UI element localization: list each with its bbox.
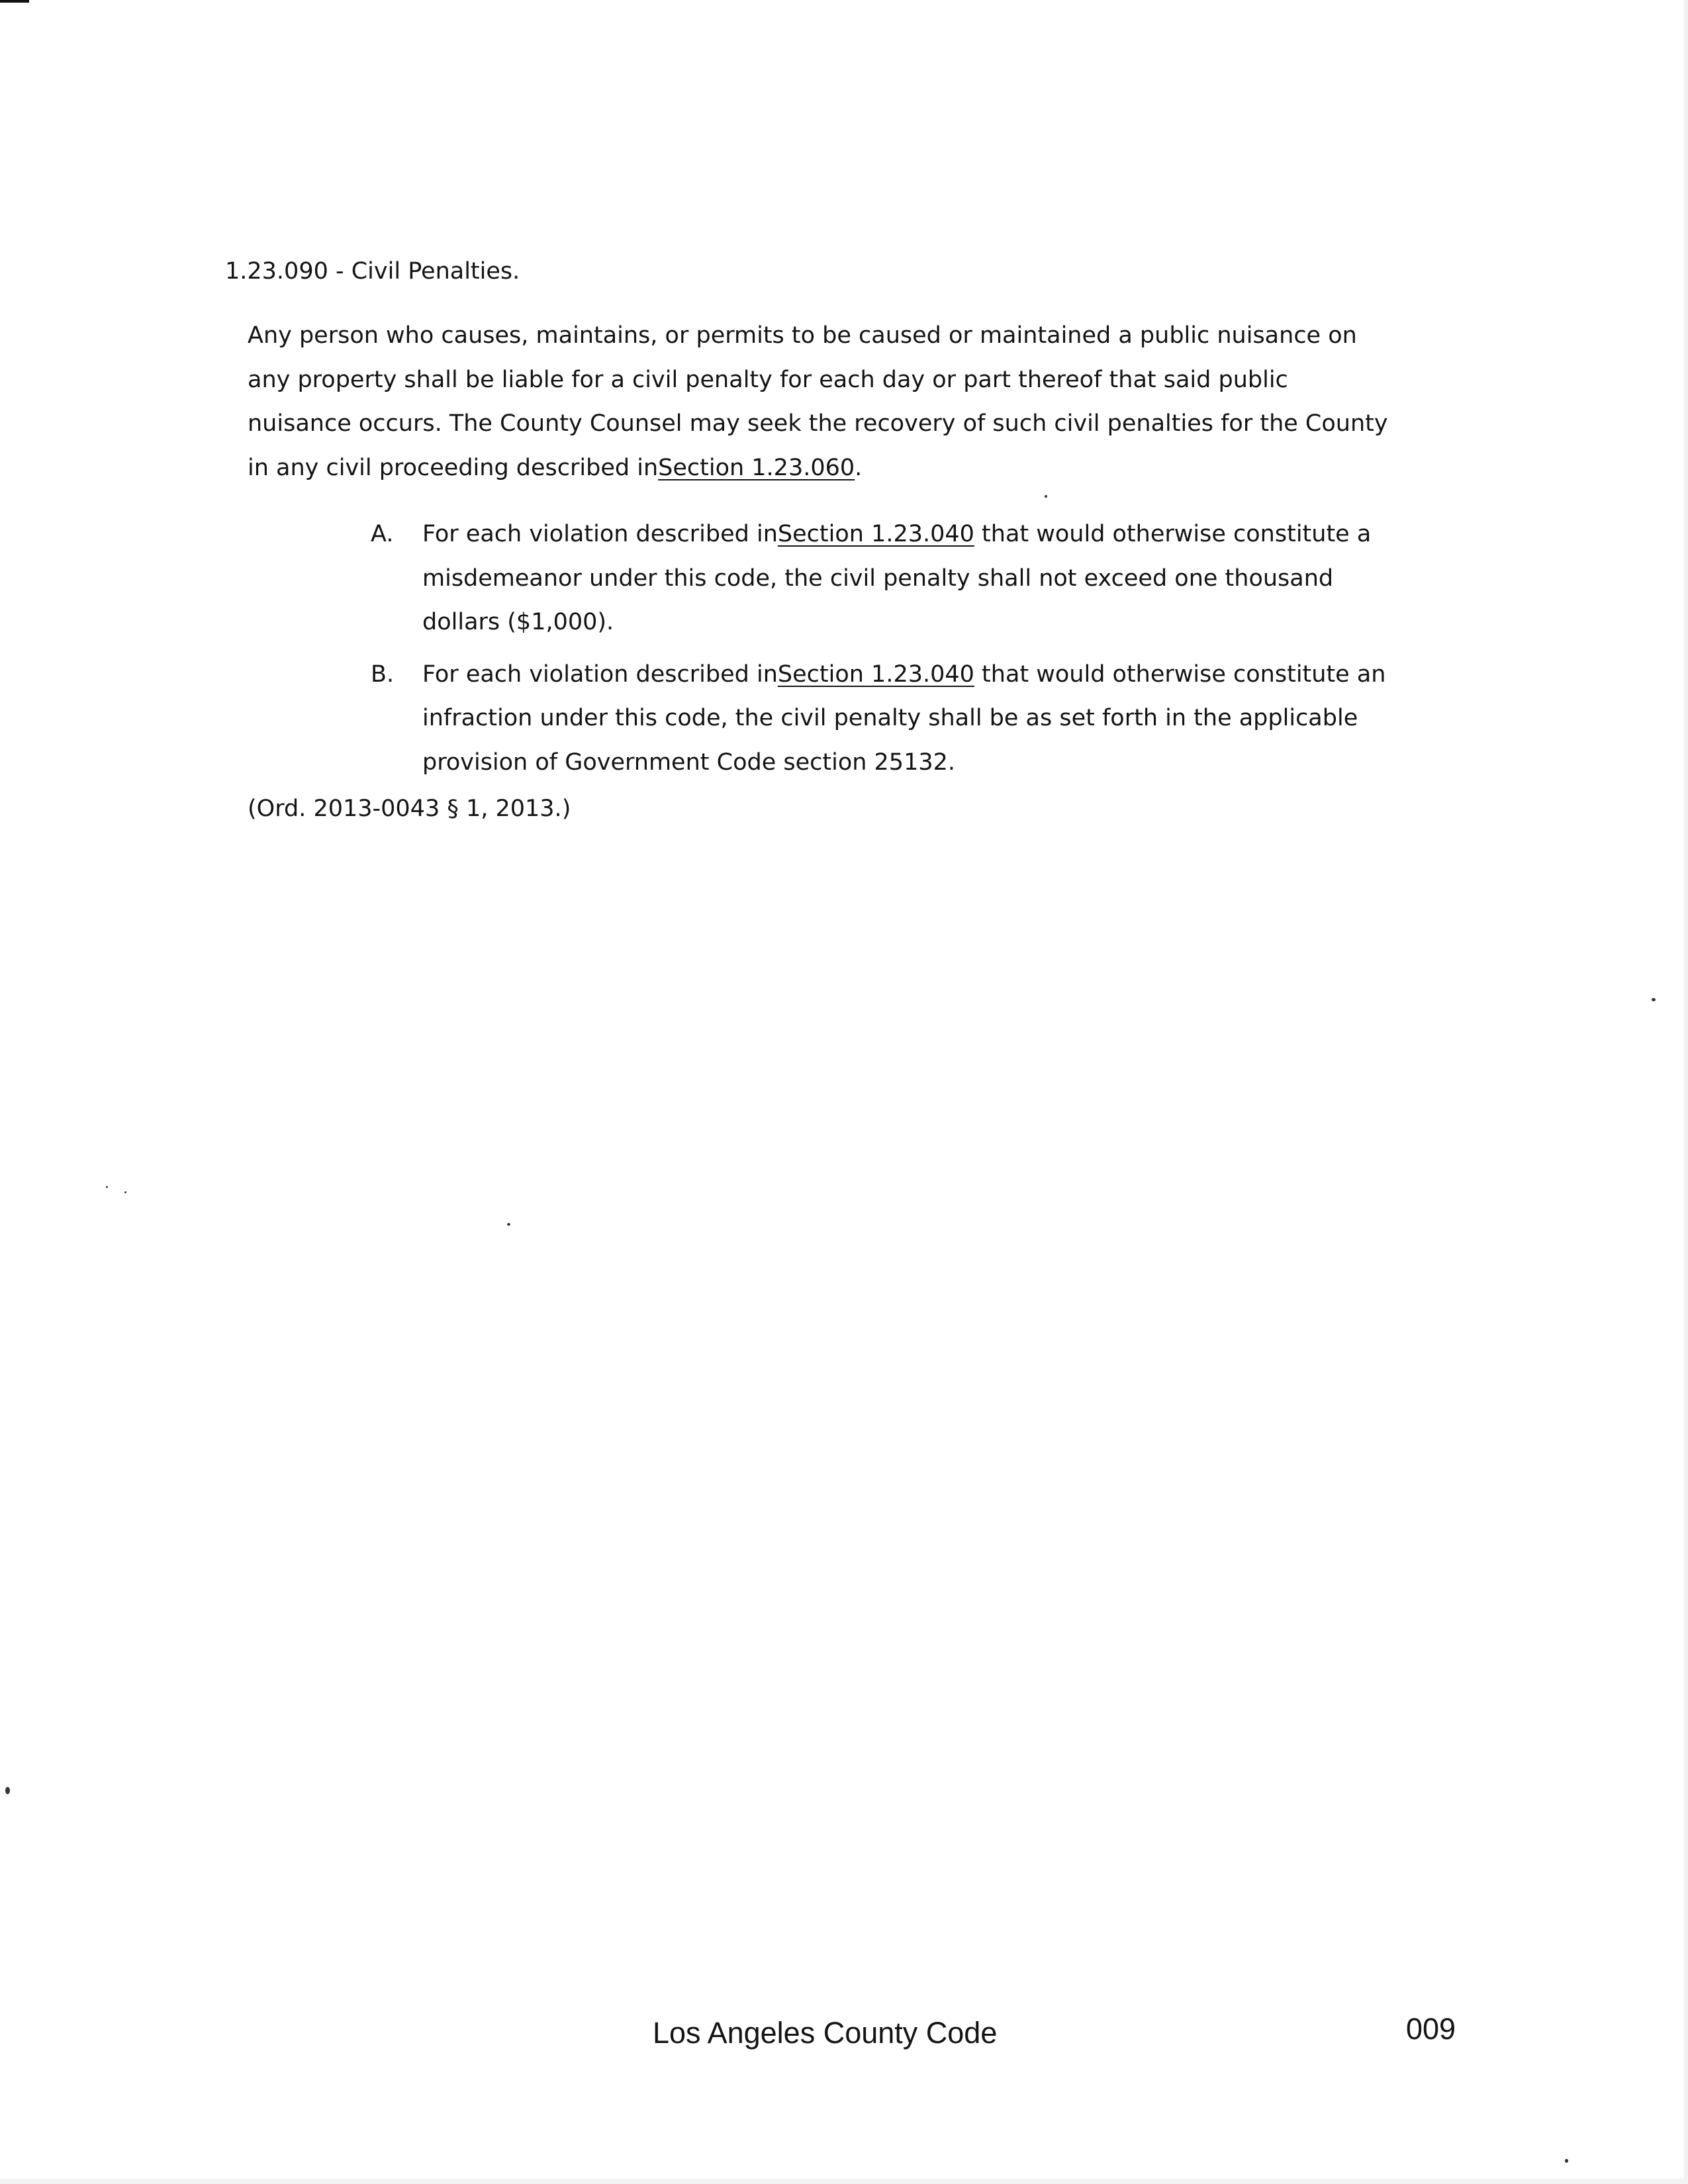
list-item-text [422, 512, 1403, 645]
section-heading: 1.23.090 - Civil Penalties. [225, 258, 520, 285]
scan-speck [1045, 495, 1047, 498]
list-item-line: misdemeanor under this code, the civil penalty shall not exceed one thousand [422, 565, 1334, 592]
list-item-line [422, 653, 1403, 697]
scan-speck [1565, 2159, 1568, 2163]
list-marker: A. [371, 521, 394, 547]
scan-speck [1652, 998, 1656, 1001]
list-item-line: dollars ($1,000). [422, 609, 614, 635]
intro-line: Any person who causes, maintains, or permits to be caused or maintained a public nuisance on [248, 322, 1357, 349]
list-marker: B. [371, 660, 395, 688]
scan-speck [5, 1787, 10, 1794]
intro-line: any property shall be liable for a civil penalty for each day or part thereof that said public [248, 366, 1288, 393]
list-item-line-text: For each violation described in [422, 521, 778, 547]
intro-line: nuisance occurs. The County Counsel may seek the recovery of such civil penalties for the County [248, 410, 1388, 437]
scan-page-edge-bottom [0, 2179, 1688, 2184]
penalty-item-a [371, 512, 1403, 645]
scan-speck [106, 1186, 108, 1188]
intro-line-text: in any civil proceeding described in [248, 454, 659, 481]
footer-title: Los Angeles County Code [653, 2016, 998, 2050]
list-item-line-text: that would otherwise constitute a [974, 521, 1372, 547]
section-1-23-040-link[interactable]: Section 1.23.040 [777, 521, 974, 547]
intro-line [248, 446, 1386, 490]
list-item-text [422, 653, 1403, 785]
penalty-list [371, 512, 1403, 792]
scan-speck [507, 1223, 510, 1226]
page-number: 009 [1406, 2012, 1456, 2046]
scan-edge-mark [0, 0, 29, 3]
ordinance-citation: (Ord. 2013-0043 § 1, 2013.) [248, 796, 571, 822]
scan-page-edge-right [1684, 0, 1688, 2184]
list-item-line: infraction under this code, the civil penalty shall be as set forth in the applicable [422, 705, 1358, 731]
section-1-23-060-link[interactable]: Section 1.23.060 [658, 454, 855, 481]
list-item-line-text: that would otherwise constitute an [974, 660, 1386, 688]
intro-line-text: . [855, 454, 863, 481]
list-item-line [422, 512, 1403, 557]
penalty-item-b [371, 653, 1403, 785]
list-item-line-text: For each violation described in [422, 660, 778, 688]
list-item-line: provision of Government Code section 25132. [422, 749, 955, 776]
section-1-23-040-link[interactable]: Section 1.23.040 [777, 660, 974, 688]
scan-speck [124, 1191, 126, 1193]
intro-paragraph [248, 314, 1386, 490]
